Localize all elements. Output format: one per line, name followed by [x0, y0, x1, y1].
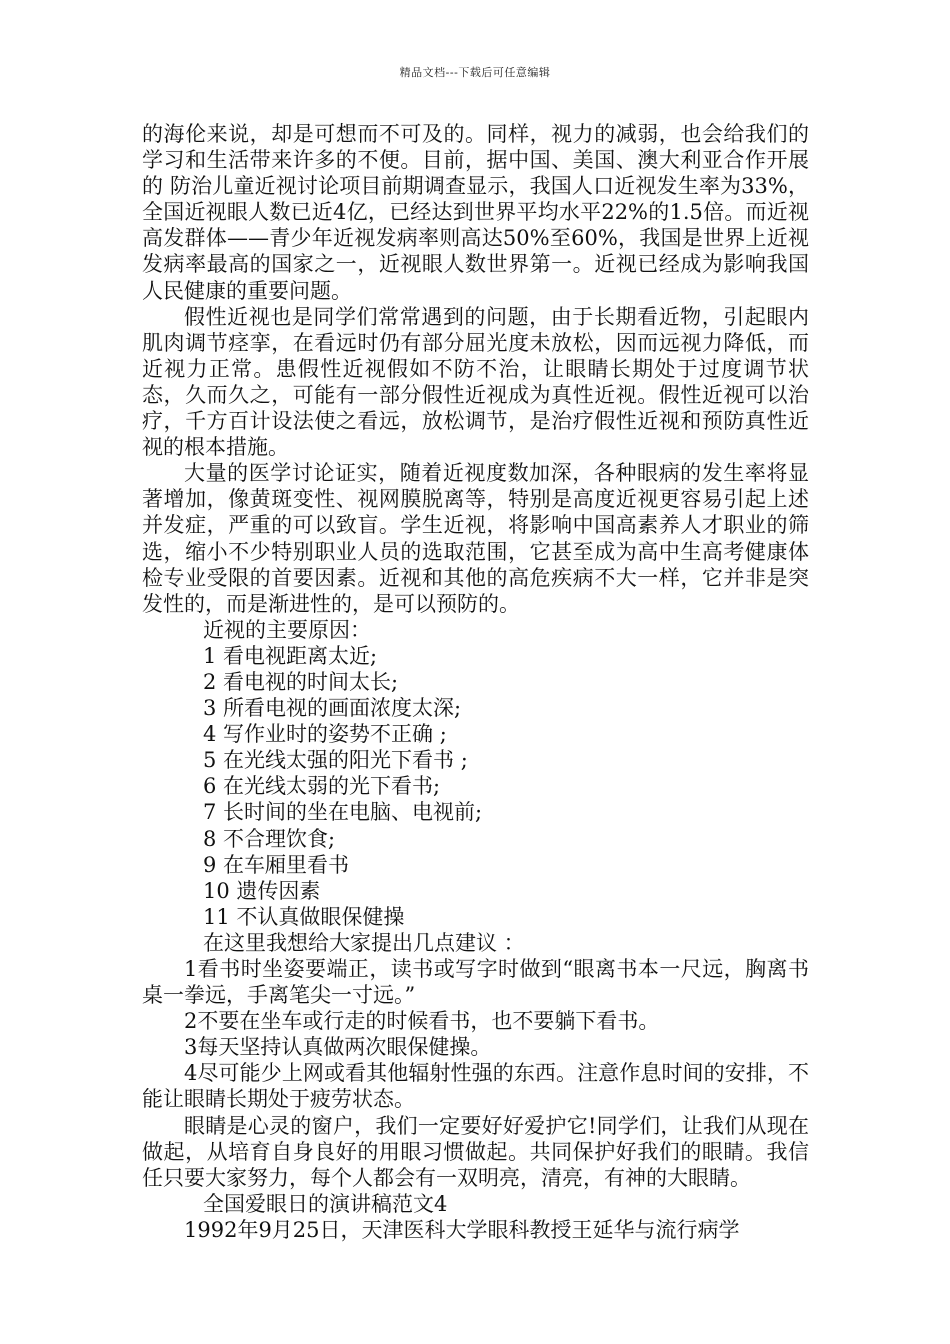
- list-item: 3 所看电视的画面浓度太深;: [203, 696, 462, 721]
- paragraph: 1992年9月25日，天津医科大学眼科教授王延华与流行病学: [184, 1217, 740, 1242]
- list-item: 全国爱眼日的演讲稿范文4: [203, 1191, 448, 1216]
- paragraph: 大量的医学讨论证实，随着近视度数加深，各种眼病的发生率将显著增加，像黄斑变性、视网膜脱离等，特别是高度近视更容易引起上述并发症，严重的可以致盲。学生近视，将影响中国高素养人才职业的筛选，缩小不少特别职业人员的选取范围，它甚至成为高中生高考健康体检专业受限的首要因素。近视和其他的高危疾病不大一样，它并非是突发性的，而是渐进性的，是可以预防的。: [142, 461, 809, 616]
- list-item: 11 不认真做眼保健操: [203, 904, 405, 929]
- paragraph: 4尽可能少上网或看其他辐射性强的东西。注意作息时间的安排，不能让眼睛长期处于疲劳状态。: [142, 1061, 809, 1112]
- list-item: 5 在光线太强的阳光下看书 ;: [203, 748, 468, 773]
- paragraph: 1看书时坐姿要端正，读书或写字时做到“眼离书本一尺远，胸离书桌一拳远，手离笔尖一寸远。”: [142, 957, 809, 1008]
- list-item: 近视的主要原因：: [203, 617, 371, 642]
- list-item: 1 看电视距离太近;: [203, 643, 378, 668]
- list-item: 9 在车厢里看书: [203, 852, 350, 877]
- document-body: [142, 121, 809, 1243]
- paragraph: 假性近视也是同学们常常遇到的问题，由于长期看近物，引起眼内肌肉调节痉挛，在看远时仍有部分屈光度未放松，因而远视力降低，而近视力正常。患假性近视假如不防不治，让眼睛长期处于过度调节状态，久而久之，可能有一部分假性近视成为真性近视。假性近视可以治疗，千方百计设法使之看远，放松调节，是治疗假性近视和预防真性近视的根本措施。: [142, 304, 809, 460]
- paragraph: 2不要在坐车或行走的时候看书，也不要躺下看书。: [184, 1009, 660, 1034]
- list-item: 7 长时间的坐在电脑、电视前;: [203, 800, 483, 825]
- page-header: 精品文档---下载后可任意编辑: [399, 66, 551, 79]
- paragraph: 的海伦来说，却是可想而不可及的。同样，视力的减弱，也会给我们的学习和生活带来许多的不便。目前，据中国、美国、澳大利亚合作开展的 防治儿童近视讨论项目前期调查显示，我国人口近视发生率为33%，全国近视眼人数已近4亿，已经达到世界平均水平22%的1.5倍。而近视高发群体——青少年近视发病率则高达50%至60%，我国是世界上近视发病率最高的国家之一，近视眼人数世界第一。近视已经成为影响我国人民健康的重要问题。: [142, 122, 809, 303]
- list-item: 6 在光线太弱的光下看书;: [203, 774, 441, 799]
- paragraph: 3每天坚持认真做两次眼保健操。: [184, 1035, 492, 1060]
- list-item: 4 写作业时的姿势不正确 ;: [203, 722, 447, 747]
- list-item: 10 遗传因素: [203, 878, 321, 903]
- list-item: 8 不合理饮食;: [203, 826, 336, 851]
- list-item: 在这里我想给大家提出几点建议 ：: [203, 930, 525, 955]
- list-item: 2 看电视的时间太长;: [203, 669, 399, 694]
- paragraph: 眼睛是心灵的窗户，我们一定要好好爱护它!同学们，让我们从现在做起，从培育自身良好的用眼习惯做起。共同保护好我们的眼睛。我信任只要大家努力，每个人都会有一双明亮，清亮，有神的大眼睛。: [142, 1113, 809, 1190]
